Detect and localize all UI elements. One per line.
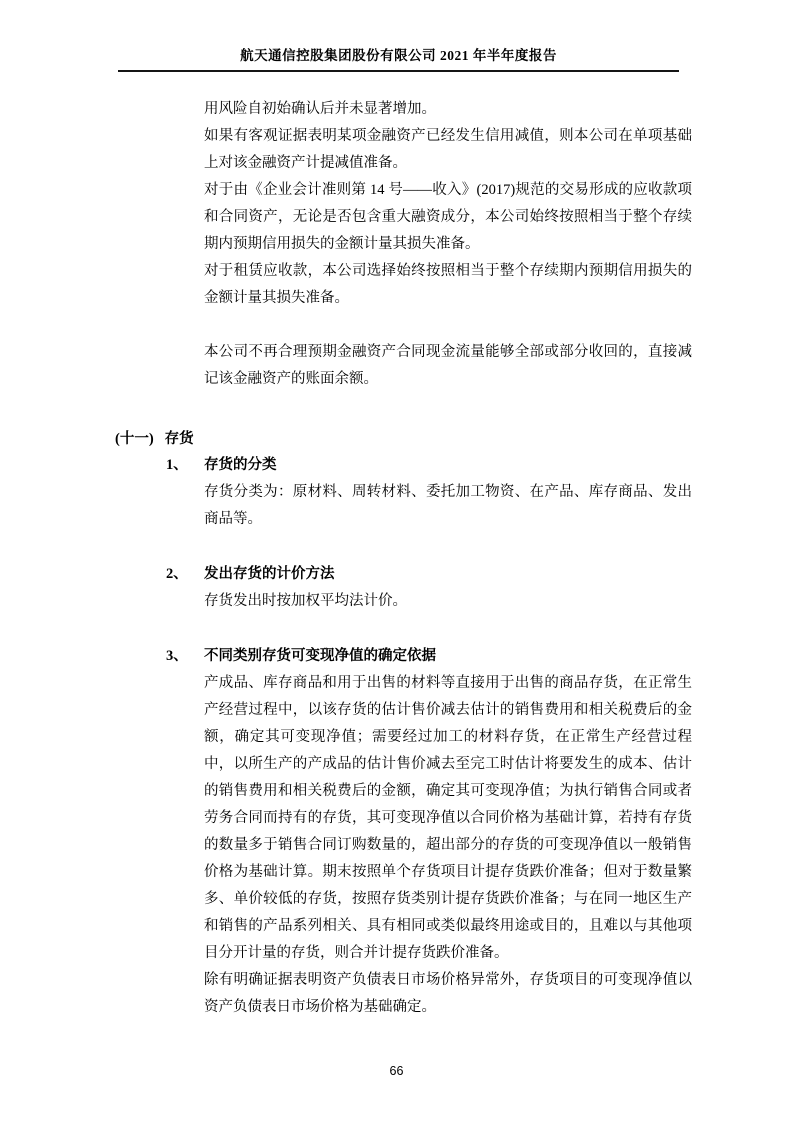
section-heading — [115, 426, 194, 453]
item-paragraph: 除有明确证据表明资产负债表日市场价格异常外，存货项目的可变现净值以资产负债表日市场价格为基础确定。 — [204, 972, 692, 1015]
section-items — [166, 452, 692, 1021]
item-paragraph: 存货发出时按加权平均法计价。 — [204, 593, 407, 609]
list-item — [166, 643, 692, 1021]
section-label: (十一) — [115, 431, 154, 447]
header-title: 航天通信控股集团股份有限公司 2021 年半年度报告 — [240, 48, 557, 63]
item-body — [204, 452, 692, 533]
item-paragraph: 存货分类为：原材料、周转材料、委托加工物资、在产品、库存商品、发出商品等。 — [204, 484, 692, 527]
body-paragraph: 如果有客观证据表明某项金融资产已经发生信用减值，则本公司在单项基础上对该金融资产计提减值准备。 — [204, 128, 692, 171]
list-item — [166, 561, 692, 615]
item-heading: 发出存货的计价方法 — [204, 566, 335, 582]
page-number: 66 — [389, 1064, 404, 1078]
body-paragraph: 对于由《企业会计准则第 14 号——收入》(2017)规范的交易形成的应收款项和合同资产，无论是否包含重大融资成分，本公司始终按照相当于整个存续期内预期信用损失的金额计量其损失准备。 — [204, 182, 692, 252]
item-body — [204, 643, 692, 1021]
item-heading: 不同类别存货可变现净值的确定依据 — [204, 648, 436, 664]
list-item — [166, 452, 692, 533]
page-header — [118, 44, 679, 72]
body-paragraph: 用风险自初始确认后并未显著增加。 — [204, 101, 436, 117]
section-title: 存货 — [164, 431, 194, 447]
intro-paragraphs — [204, 96, 692, 393]
item-number: 2、 — [166, 566, 188, 582]
item-heading: 存货的分类 — [204, 457, 277, 473]
item-paragraph: 产成品、库存商品和用于出售的材料等直接用于出售的商品存货，在正常生产经营过程中，以该存货的估计售价减去估计的销售费用和相关税费后的金额，确定其可变现净值；需要经过加工的材料存货，在正常生产经营过程中，以所生产的产成品的估计售价减去至完工时估计将要发生的成本、估计的销售费用和相关税费后的金额，确定其可变现净值；为执行销售合同或者劳务合同而持有的存货，其可变现净值以合同价格为基础计算，若持有存货的数量多于销售合同订购数量的，超出部分的存货的可变现净值以一般销售价格为基础计算。期末按照单个存货项目计提存货跌价准备；但对于数量繁多、单价较低的存货，按照存货类别计提存货跌价准备；与在同一地区生产和销售的产品系列相关、具有相同或类似最终用途或目的，且难以与其他项目分开计量的存货，则合并计提存货跌价准备。 — [204, 675, 692, 961]
body-paragraph: 对于租赁应收款，本公司选择始终按照相当于整个存续期内预期信用损失的金额计量其损失准备。 — [204, 263, 692, 306]
item-number: 3、 — [166, 648, 188, 664]
page-footer — [0, 1064, 793, 1078]
item-body — [204, 561, 692, 615]
body-paragraph: 本公司不再合理预期金融资产合同现金流量能够全部或部分收回的，直接减记该金融资产的账面余额。 — [204, 344, 692, 387]
item-number: 1、 — [166, 457, 188, 473]
